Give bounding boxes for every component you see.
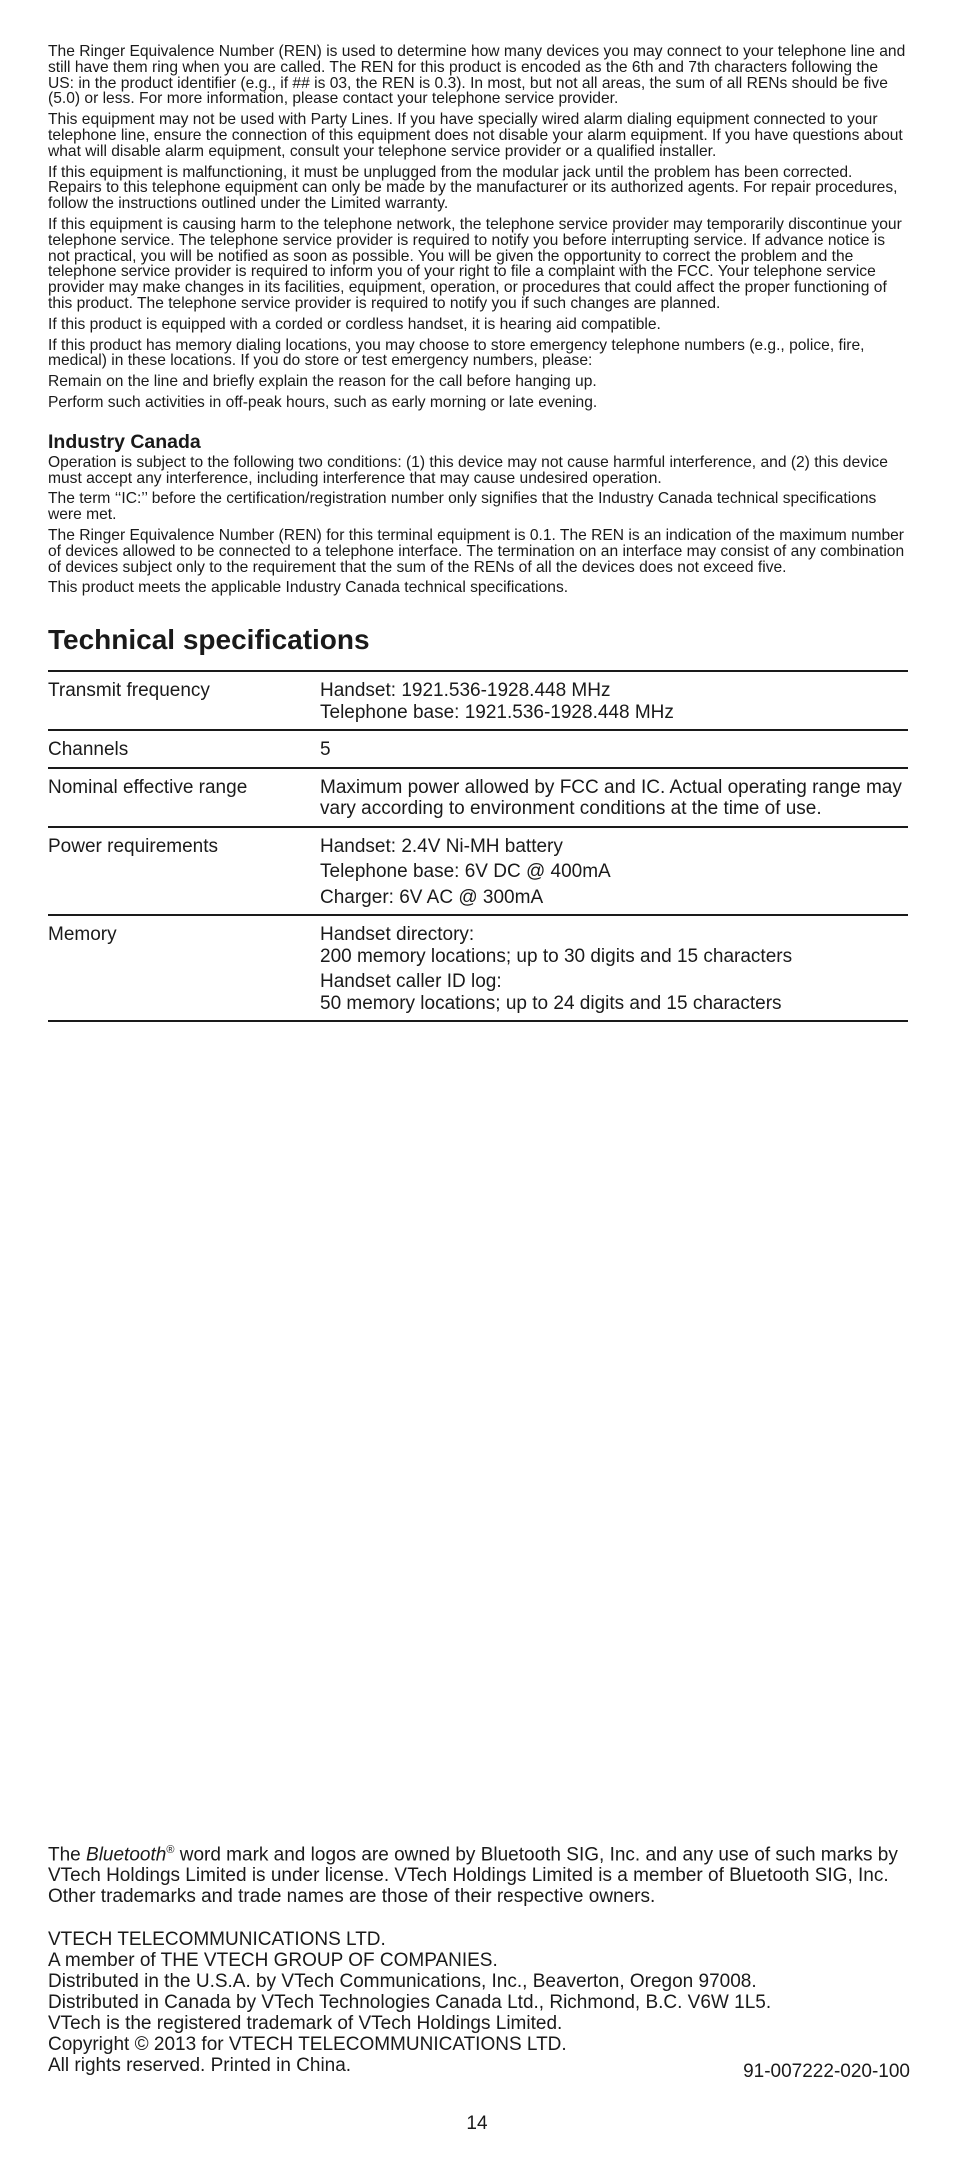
fcc-paragraph-hearing-aid: If this product is equipped with a corded or cordless handset, it is hearing aid compatible. — [48, 315, 661, 333]
company-line: Distributed in the U.S.A. by VTech Communications, Inc., Beaverton, Oregon 97008. — [48, 1971, 757, 1993]
company-line: Copyright © 2013 for VTECH TELECOMMUNICATIONS LTD. — [48, 2034, 567, 2056]
fcc-section — [48, 44, 908, 411]
spec-label: Memory — [48, 924, 117, 946]
spec-row-range — [48, 768, 908, 827]
ic-paragraph-term: The term ‘‘IC:’’ before the certification/registration number only signifies that the Industry Canada technical specifications were met. — [48, 490, 877, 524]
spec-value: Charger: 6V AC @ 300mA — [320, 886, 544, 908]
document-number: 91-007222-020-100 — [743, 2061, 910, 2082]
spec-title: Technical specifications — [48, 624, 370, 656]
spec-value: Handset directory: — [320, 924, 475, 946]
fcc-paragraph-network-harm: If this equipment is causing harm to the telephone network, the telephone service provider may temporarily discontinue your telephone service. The telephone service provider is required to notify you before interrupting service. If advance notice is not practical, you will be notified as soon as possible. You will be given the opportunity to correct the problem and the telephone service provider is required to inform you of your right to file a complaint with the FCC. Your telephone service provider may make changes in its facilities, equipment, operation, or procedures that could affect the proper functioning of this product. The telephone service provider is required to notify you if such changes are planned. — [48, 215, 902, 312]
fcc-paragraph-malfunction: If this equipment is malfunctioning, it must be unplugged from the modular jack until the problem has been corrected. Repairs to this telephone equipment can only be made by the manufacturer or its authorized agents. For repair procedures, follow the instructions outlined under the Limited warranty. — [48, 163, 898, 213]
company-line: Distributed in Canada by VTech Technologies Canada Ltd., Richmond, B.C. V6W 1L5. — [48, 1992, 772, 2014]
company-line: A member of THE VTECH GROUP OF COMPANIES. — [48, 1950, 498, 1972]
registered-mark: ® — [166, 1844, 175, 1856]
company-line: VTech is the registered trademark of VTech Holdings Limited. — [48, 2013, 563, 2035]
spec-row-memory — [48, 915, 908, 1021]
spec-table — [48, 670, 908, 1022]
spec-value-cell — [320, 827, 908, 916]
spec-row-transmit-frequency — [48, 671, 908, 730]
document-page — [48, 44, 908, 1022]
spec-label: Nominal effective range — [48, 776, 248, 798]
spec-value: Telephone base: 6V DC @ 400mA — [320, 861, 611, 883]
spec-label: Power requirements — [48, 835, 219, 857]
fcc-paragraph-off-peak: Perform such activities in off-peak hours, such as early morning or late evening. — [48, 393, 598, 411]
company-line: VTECH TELECOMMUNICATIONS LTD. — [48, 1929, 386, 1951]
spec-value-cell — [320, 768, 908, 827]
spec-row-power — [48, 827, 908, 916]
spec-value: Maximum power allowed by FCC and IC. Actual operating range may vary according to environment conditions at the time of use. — [320, 776, 902, 820]
footer — [48, 1840, 908, 2076]
fcc-paragraph-remain: Remain on the line and briefly explain the reason for the call before hanging up. — [48, 373, 597, 391]
ic-paragraph-specs-met: This product meets the applicable Industry Canada technical specifications. — [48, 579, 569, 597]
spec-value: Telephone base: 1921.536-1928.448 MHz — [320, 701, 674, 723]
spec-label: Channels — [48, 739, 129, 761]
spec-value: Handset: 2.4V Ni-MH battery — [320, 835, 563, 857]
spec-label: Transmit frequency — [48, 680, 210, 702]
company-line: All rights reserved. Printed in China. — [48, 2055, 352, 2077]
fcc-paragraph-emergency: If this product has memory dialing locations, you may choose to store emergency telephone numbers (e.g., police, fire, medical) in these locations. If you do store or test emergency numbers, please: — [48, 336, 865, 370]
company-info — [48, 1929, 908, 2076]
ic-paragraph-conditions: Operation is subject to the following two conditions: (1) this device may not cause harmful interference, and (2) this device must accept any interference, including interference that may cause undesired operation. — [48, 453, 888, 487]
spec-value: Handset: 1921.536-1928.448 MHz — [320, 680, 611, 702]
bluetooth-prefix: The — [48, 1844, 87, 1866]
fcc-paragraph-ren: The Ringer Equivalence Number (REN) is used to determine how many devices you may connect to your telephone line and still have them ring when you are called. The REN for this product is encoded as the 6th and 7th characters following the US: in the product identifier (e.g., if ## is 03, the REN is 0.3). In most, but not all areas, the sum of all RENs should be five (5.0) or less. For more information, please contact your telephone service provider. — [48, 43, 906, 108]
spec-value-cell — [320, 730, 908, 768]
spec-value: 200 memory locations; up to 30 digits and 15 characters — [320, 945, 793, 967]
industry-canada-heading: Industry Canada — [48, 430, 201, 453]
bluetooth-rest: word mark and logos are owned by Bluetooth SIG, Inc. and any use of such marks by VTech Holdings Limited is under license. VTech Holdings Limited is a member of Bluetooth SIG, Inc. Other trademarks and trade names are those of their respective owners. — [48, 1844, 898, 1908]
bluetooth-notice — [48, 1840, 908, 1907]
page-number: 14 — [466, 2113, 488, 2134]
spec-value-cell — [320, 671, 908, 730]
bluetooth-brand: Bluetooth — [86, 1844, 167, 1866]
spec-value-cell — [320, 915, 908, 1021]
ic-paragraph-ren: The Ringer Equivalence Number (REN) for this terminal equipment is 0.1. The REN is an indication of the maximum number of devices allowed to be connected to a telephone interface. The termination on an interface may consist of any combination of devices subject only to the requirement that the sum of the RENs of all the devices does not exceed five. — [48, 526, 905, 576]
spec-value: 5 — [320, 739, 331, 761]
fcc-paragraph-party-lines: This equipment may not be used with Party Lines. If you have specially wired alarm dialing equipment connected to your telephone line, ensure the connection of this equipment does not disable your alarm equipment. If you have questions about what will disable alarm equipment, consult your telephone service provider or a qualified installer. — [48, 111, 903, 160]
industry-canada-section — [48, 431, 908, 596]
spec-value: Handset caller ID log: — [320, 971, 502, 993]
spec-value: 50 memory locations; up to 24 digits and 15 characters — [320, 992, 782, 1014]
spec-row-channels — [48, 730, 908, 768]
